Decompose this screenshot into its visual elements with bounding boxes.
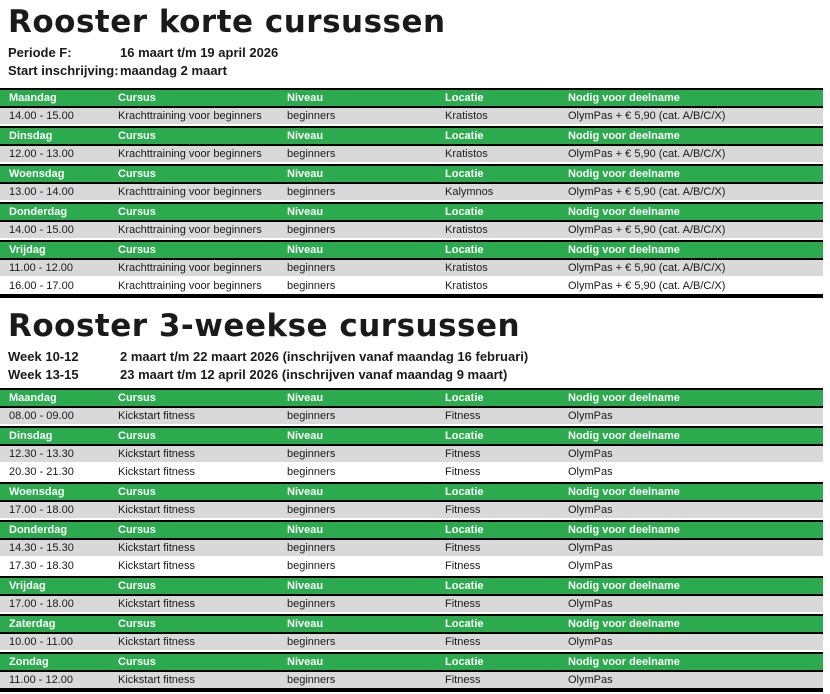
col-header-locatie: Locatie [436, 426, 559, 446]
col-header-locatie: Locatie [436, 482, 559, 502]
schedule-row [0, 502, 823, 520]
col-header-nodig-voor-deelname: Nodig voor deelname [559, 202, 823, 222]
day-header-row [0, 126, 823, 146]
requirement-cell: OlymPas + € 5,90 (cat. A/B/C/X) [559, 260, 823, 278]
day-header-row [0, 652, 823, 672]
section-title: Rooster 3-weekse cursussen [8, 308, 521, 344]
course-cell: Krachttraining voor beginners [109, 278, 278, 298]
col-header-nodig-voor-deelname: Nodig voor deelname [559, 520, 823, 540]
location-cell: Kratistos [436, 108, 559, 126]
time-cell: 08.00 - 09.00 [0, 408, 109, 426]
col-header-niveau: Niveau [278, 202, 436, 222]
period-line [0, 44, 830, 62]
course-cell: Kickstart fitness [109, 502, 278, 520]
schedule-table-korte-cursussen [0, 88, 823, 298]
col-header-locatie: Locatie [436, 614, 559, 634]
col-header-cursus: Cursus [109, 576, 278, 596]
col-header-cursus: Cursus [109, 652, 278, 672]
col-header-locatie: Locatie [436, 202, 559, 222]
col-header-nodig-voor-deelname: Nodig voor deelname [559, 388, 823, 408]
day-label: Maandag [0, 388, 109, 408]
requirement-cell: OlymPas [559, 502, 823, 520]
schedule-row [0, 464, 823, 482]
section-3-weekse-cursussen [0, 308, 830, 692]
section-korte-cursussen [0, 0, 830, 298]
day-label: Dinsdag [0, 426, 109, 446]
col-header-nodig-voor-deelname: Nodig voor deelname [559, 426, 823, 446]
requirement-cell: OlymPas [559, 464, 823, 482]
day-label: Woensdag [0, 164, 109, 184]
level-cell: beginners [278, 278, 436, 298]
day-label: Dinsdag [0, 126, 109, 146]
col-header-niveau: Niveau [278, 126, 436, 146]
col-header-locatie: Locatie [436, 388, 559, 408]
level-cell: beginners [278, 464, 436, 482]
col-header-niveau: Niveau [278, 614, 436, 634]
week-10-12-value: 2 maart t/m 22 maart 2026 (inschrijven vanaf maandag 16 februari) [120, 349, 529, 364]
time-cell: 12.30 - 13.30 [0, 446, 109, 464]
location-cell: Fitness [436, 672, 559, 692]
day-header-row [0, 426, 823, 446]
level-cell: beginners [278, 596, 436, 614]
location-cell: Kratistos [436, 146, 559, 164]
schedule-row [0, 634, 823, 652]
schedule-row [0, 260, 823, 278]
col-header-locatie: Locatie [436, 240, 559, 260]
period-value: 16 maart t/m 19 april 2026 [120, 45, 279, 60]
day-header-row [0, 240, 823, 260]
course-cell: Kickstart fitness [109, 634, 278, 652]
col-header-niveau: Niveau [278, 164, 436, 184]
day-label: Zaterdag [0, 614, 109, 634]
schedule-row [0, 184, 823, 202]
col-header-locatie: Locatie [436, 88, 559, 108]
col-header-nodig-voor-deelname: Nodig voor deelname [559, 164, 823, 184]
location-cell: Fitness [436, 446, 559, 464]
level-cell: beginners [278, 672, 436, 692]
day-header-row [0, 202, 823, 222]
requirement-cell: OlymPas [559, 634, 823, 652]
requirement-cell: OlymPas [559, 408, 823, 426]
level-cell: beginners [278, 502, 436, 520]
col-header-locatie: Locatie [436, 126, 559, 146]
requirement-cell: OlymPas [559, 672, 823, 692]
registration-value: maandag 2 maart [120, 63, 227, 78]
period-info-block [0, 44, 830, 80]
location-cell: Fitness [436, 596, 559, 614]
col-header-niveau: Niveau [278, 482, 436, 502]
col-header-cursus: Cursus [109, 482, 278, 502]
week-13-15-label: Week 13-15 [8, 367, 79, 382]
col-header-cursus: Cursus [109, 88, 278, 108]
location-cell: Kalymnos [436, 184, 559, 202]
level-cell: beginners [278, 222, 436, 240]
requirement-cell: OlymPas + € 5,90 (cat. A/B/C/X) [559, 278, 823, 298]
day-header-row [0, 576, 823, 596]
col-header-cursus: Cursus [109, 240, 278, 260]
requirement-cell: OlymPas [559, 596, 823, 614]
time-cell: 17.00 - 18.00 [0, 502, 109, 520]
col-header-locatie: Locatie [436, 576, 559, 596]
requirement-cell: OlymPas + € 5,90 (cat. A/B/C/X) [559, 108, 823, 126]
requirement-cell: OlymPas + € 5,90 (cat. A/B/C/X) [559, 184, 823, 202]
requirement-cell: OlymPas + € 5,90 (cat. A/B/C/X) [559, 146, 823, 164]
location-cell: Fitness [436, 502, 559, 520]
level-cell: beginners [278, 146, 436, 164]
registration-line [0, 62, 830, 80]
course-cell: Kickstart fitness [109, 596, 278, 614]
day-header-row [0, 88, 823, 108]
course-cell: Kickstart fitness [109, 464, 278, 482]
course-cell: Krachttraining voor beginners [109, 108, 278, 126]
requirement-cell: OlymPas + € 5,90 (cat. A/B/C/X) [559, 222, 823, 240]
level-cell: beginners [278, 540, 436, 558]
col-header-niveau: Niveau [278, 652, 436, 672]
level-cell: beginners [278, 634, 436, 652]
col-header-nodig-voor-deelname: Nodig voor deelname [559, 652, 823, 672]
schedule-row [0, 146, 823, 164]
day-label: Vrijdag [0, 240, 109, 260]
level-cell: beginners [278, 446, 436, 464]
course-cell: Krachttraining voor beginners [109, 184, 278, 202]
col-header-cursus: Cursus [109, 614, 278, 634]
level-cell: beginners [278, 558, 436, 576]
level-cell: beginners [278, 184, 436, 202]
course-cell: Krachttraining voor beginners [109, 222, 278, 240]
col-header-cursus: Cursus [109, 202, 278, 222]
schedule-row [0, 558, 823, 576]
col-header-niveau: Niveau [278, 240, 436, 260]
col-header-niveau: Niveau [278, 388, 436, 408]
week-13-15-value: 23 maart t/m 12 april 2026 (inschrijven vanaf maandag 9 maart) [120, 367, 508, 382]
time-cell: 16.00 - 17.00 [0, 278, 109, 298]
requirement-cell: OlymPas [559, 446, 823, 464]
time-cell: 14.00 - 15.00 [0, 222, 109, 240]
time-cell: 10.00 - 11.00 [0, 634, 109, 652]
page-title: Rooster korte cursussen [8, 4, 446, 40]
location-cell: Kratistos [436, 278, 559, 298]
location-cell: Fitness [436, 464, 559, 482]
col-header-cursus: Cursus [109, 164, 278, 184]
day-header-row [0, 520, 823, 540]
day-label: Vrijdag [0, 576, 109, 596]
week-10-12-label: Week 10-12 [8, 349, 79, 364]
col-header-locatie: Locatie [436, 652, 559, 672]
level-cell: beginners [278, 108, 436, 126]
week-13-15-line [0, 366, 830, 384]
period-label: Periode F: [8, 45, 72, 60]
weeks-info-block [0, 348, 830, 384]
schedule-row [0, 108, 823, 126]
time-cell: 14.30 - 15.30 [0, 540, 109, 558]
course-cell: Krachttraining voor beginners [109, 146, 278, 164]
col-header-niveau: Niveau [278, 520, 436, 540]
schedule-table-3-weekse-cursussen [0, 388, 823, 692]
col-header-niveau: Niveau [278, 576, 436, 596]
course-cell: Krachttraining voor beginners [109, 260, 278, 278]
day-label: Donderdag [0, 202, 109, 222]
course-cell: Kickstart fitness [109, 558, 278, 576]
registration-label: Start inschrijving: [8, 63, 119, 78]
schedule-row [0, 540, 823, 558]
schedule-row [0, 672, 823, 692]
col-header-locatie: Locatie [436, 164, 559, 184]
day-header-row [0, 164, 823, 184]
time-cell: 13.00 - 14.00 [0, 184, 109, 202]
day-label: Maandag [0, 88, 109, 108]
requirement-cell: OlymPas [559, 558, 823, 576]
col-header-cursus: Cursus [109, 426, 278, 446]
col-header-nodig-voor-deelname: Nodig voor deelname [559, 576, 823, 596]
col-header-nodig-voor-deelname: Nodig voor deelname [559, 482, 823, 502]
week-10-12-line [0, 348, 830, 366]
course-cell: Kickstart fitness [109, 408, 278, 426]
time-cell: 17.00 - 18.00 [0, 596, 109, 614]
level-cell: beginners [278, 408, 436, 426]
schedule-row [0, 222, 823, 240]
schedule-row [0, 596, 823, 614]
day-header-row [0, 614, 823, 634]
location-cell: Fitness [436, 540, 559, 558]
col-header-niveau: Niveau [278, 88, 436, 108]
course-cell: Kickstart fitness [109, 446, 278, 464]
time-cell: 11.00 - 12.00 [0, 260, 109, 278]
course-cell: Kickstart fitness [109, 672, 278, 692]
requirement-cell: OlymPas [559, 540, 823, 558]
schedule-row [0, 446, 823, 464]
day-label: Woensdag [0, 482, 109, 502]
schedule-row [0, 408, 823, 426]
course-cell: Kickstart fitness [109, 540, 278, 558]
time-cell: 14.00 - 15.00 [0, 108, 109, 126]
time-cell: 20.30 - 21.30 [0, 464, 109, 482]
time-cell: 12.00 - 13.00 [0, 146, 109, 164]
day-label: Donderdag [0, 520, 109, 540]
location-cell: Fitness [436, 558, 559, 576]
col-header-nodig-voor-deelname: Nodig voor deelname [559, 614, 823, 634]
schedule-row [0, 278, 823, 298]
col-header-locatie: Locatie [436, 520, 559, 540]
time-cell: 17.30 - 18.30 [0, 558, 109, 576]
location-cell: Kratistos [436, 260, 559, 278]
day-label: Zondag [0, 652, 109, 672]
location-cell: Fitness [436, 634, 559, 652]
col-header-cursus: Cursus [109, 388, 278, 408]
col-header-cursus: Cursus [109, 126, 278, 146]
location-cell: Kratistos [436, 222, 559, 240]
col-header-nodig-voor-deelname: Nodig voor deelname [559, 126, 823, 146]
col-header-cursus: Cursus [109, 520, 278, 540]
location-cell: Fitness [436, 408, 559, 426]
day-header-row [0, 482, 823, 502]
time-cell: 11.00 - 12.00 [0, 672, 109, 692]
day-header-row [0, 388, 823, 408]
col-header-niveau: Niveau [278, 426, 436, 446]
level-cell: beginners [278, 260, 436, 278]
col-header-nodig-voor-deelname: Nodig voor deelname [559, 88, 823, 108]
col-header-nodig-voor-deelname: Nodig voor deelname [559, 240, 823, 260]
